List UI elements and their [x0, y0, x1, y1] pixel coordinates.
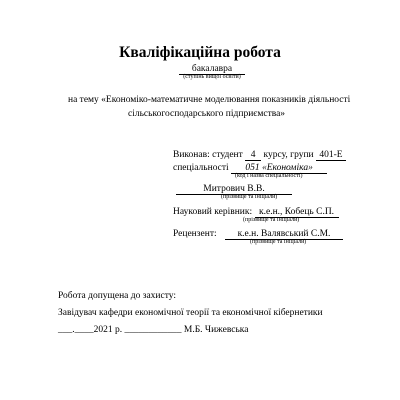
supervisor-caption: (прізвище та ініціали) [243, 217, 300, 223]
topic-line-2: сільськогосподарського підприємства» [128, 109, 286, 119]
student-name: Митрович В.В. [176, 184, 292, 195]
specialty-label: спеціальності [173, 163, 229, 173]
signature-line [58, 325, 248, 335]
reviewer-caption: (прізвище та ініціали) [250, 239, 307, 245]
course-value: 4 [245, 150, 261, 161]
reviewer-value: к.е.н. Валявський С.М. [225, 229, 343, 240]
admission-line: Робота допущена до захисту: [58, 291, 177, 301]
specialty-caption: (код і назва спеціальності) [235, 173, 303, 179]
supervisor-value: к.е.н., Кобець С.П. [255, 207, 339, 218]
document-title: Кваліфікаційна робота [119, 44, 281, 61]
student-label: Виконав: студент [173, 150, 243, 160]
date-blank: ___.____2021 р. ____________ [58, 325, 182, 335]
degree-caption: (ступінь вищої освіти) [183, 74, 241, 80]
supervisor-label: Науковий керівник: [173, 207, 253, 217]
reviewer-label: Рецензент: [173, 229, 217, 239]
student-course-row [173, 150, 346, 161]
group-value: 401-Е [316, 150, 346, 161]
department-head-line: Завідувач кафедри економічної теорії та економічної кібернетики [58, 308, 323, 318]
degree-value: бакалавра [179, 64, 245, 75]
topic-line-1: на тему «Економіко-математичне моделювання показників діяльності [68, 95, 351, 105]
specialty-value: 051 «Економіка» [231, 163, 327, 174]
student-name-caption: (прізвище та ініціали) [221, 194, 278, 200]
head-name: М.Б. Чижевська [183, 325, 249, 335]
course-label: курсу, групи [263, 150, 314, 160]
